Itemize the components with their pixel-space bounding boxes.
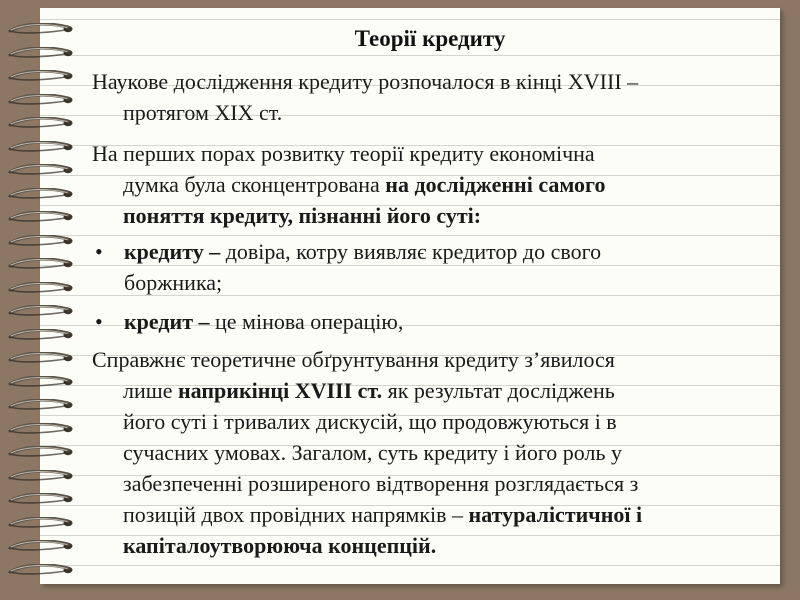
plain-text: як результат досліджень <box>382 378 615 403</box>
paragraph-line <box>92 375 782 406</box>
slide-title: Теорії кредиту <box>354 26 506 51</box>
paragraph-line: протягом XIX ст. <box>123 100 283 125</box>
plain-text: думка була сконцентрована <box>123 172 386 197</box>
spiral-ring-icon <box>8 469 74 481</box>
paragraph-line: забезпеченні розширеного відтворення розглядається з <box>123 471 639 496</box>
paragraph-line <box>92 200 782 231</box>
spiral-ring-icon <box>8 116 74 128</box>
spiral-ring-icon <box>8 163 74 175</box>
bullet-marker: • <box>95 309 103 334</box>
paragraph-early-stage <box>92 138 782 231</box>
spiral-ring-icon <box>8 93 74 105</box>
plain-text: лише <box>123 378 178 403</box>
bullet-term: кредиту – <box>124 239 221 264</box>
spiral-ring-icon <box>8 563 74 575</box>
bullet-text: це мінова операцію, <box>209 309 404 334</box>
bullet-line: боржника; <box>124 270 223 295</box>
spiral-ring-icon <box>8 257 74 269</box>
spiral-ring-icon <box>8 210 74 222</box>
bold-text: капіталоутворююча концепцій. <box>123 533 437 558</box>
spiral-ring-icon <box>8 398 74 410</box>
bullet-text: довіра, котру виявляє кредитор до свого <box>220 239 602 264</box>
paragraph-line <box>92 530 782 561</box>
bold-text: поняття кредиту, пізнанні його суті: <box>123 203 482 228</box>
spiral-ring-icon <box>8 187 74 199</box>
spiral-ring-icon <box>8 539 74 551</box>
spiral-ring-icon <box>8 375 74 387</box>
spiral-ring-icon <box>8 351 74 363</box>
bullet-line <box>124 306 774 337</box>
paragraph-intro <box>92 66 782 128</box>
bold-text: на дослідженні самого <box>385 172 606 197</box>
paragraph-line: На перших порах розвитку теорії кредиту економічна <box>92 141 595 166</box>
plain-text: позицій двох провідних напрямків – <box>123 502 469 527</box>
bold-text: наприкінці XVIII ст. <box>177 378 383 403</box>
paragraph-line <box>92 169 782 200</box>
bullet-item-exchange <box>124 306 774 337</box>
bullet-marker: • <box>95 239 103 264</box>
spiral-ring-icon <box>8 281 74 293</box>
paragraph-line: його суті і тривалих дискусій, що продовжуються і в <box>123 409 617 434</box>
paragraph-line: Наукове дослідження кредиту розпочалося в кінці XVIII – <box>92 69 639 94</box>
bold-text: натуралістичної і <box>468 502 643 527</box>
spiral-ring-icon <box>8 234 74 246</box>
spiral-ring-icon <box>8 69 74 81</box>
paragraph-theory <box>92 344 782 561</box>
paragraph-line: Справжнє теоретичне обґрунтування кредиту з’явилося <box>92 347 615 372</box>
paragraph-line: сучасних умовах. Загалом, суть кредиту і його роль у <box>123 440 623 465</box>
spiral-ring-icon <box>8 445 74 457</box>
bullet-item-trust <box>124 236 774 298</box>
spiral-ring-icon <box>8 304 74 316</box>
spiral-ring-icon <box>8 140 74 152</box>
bullet-term: кредит – <box>124 309 210 334</box>
spiral-ring-icon <box>8 328 74 340</box>
spiral-ring-icon <box>8 516 74 528</box>
spiral-ring-icon <box>8 492 74 504</box>
spiral-ring-icon <box>8 422 74 434</box>
paragraph-line <box>92 499 782 530</box>
bullet-line <box>124 236 774 267</box>
